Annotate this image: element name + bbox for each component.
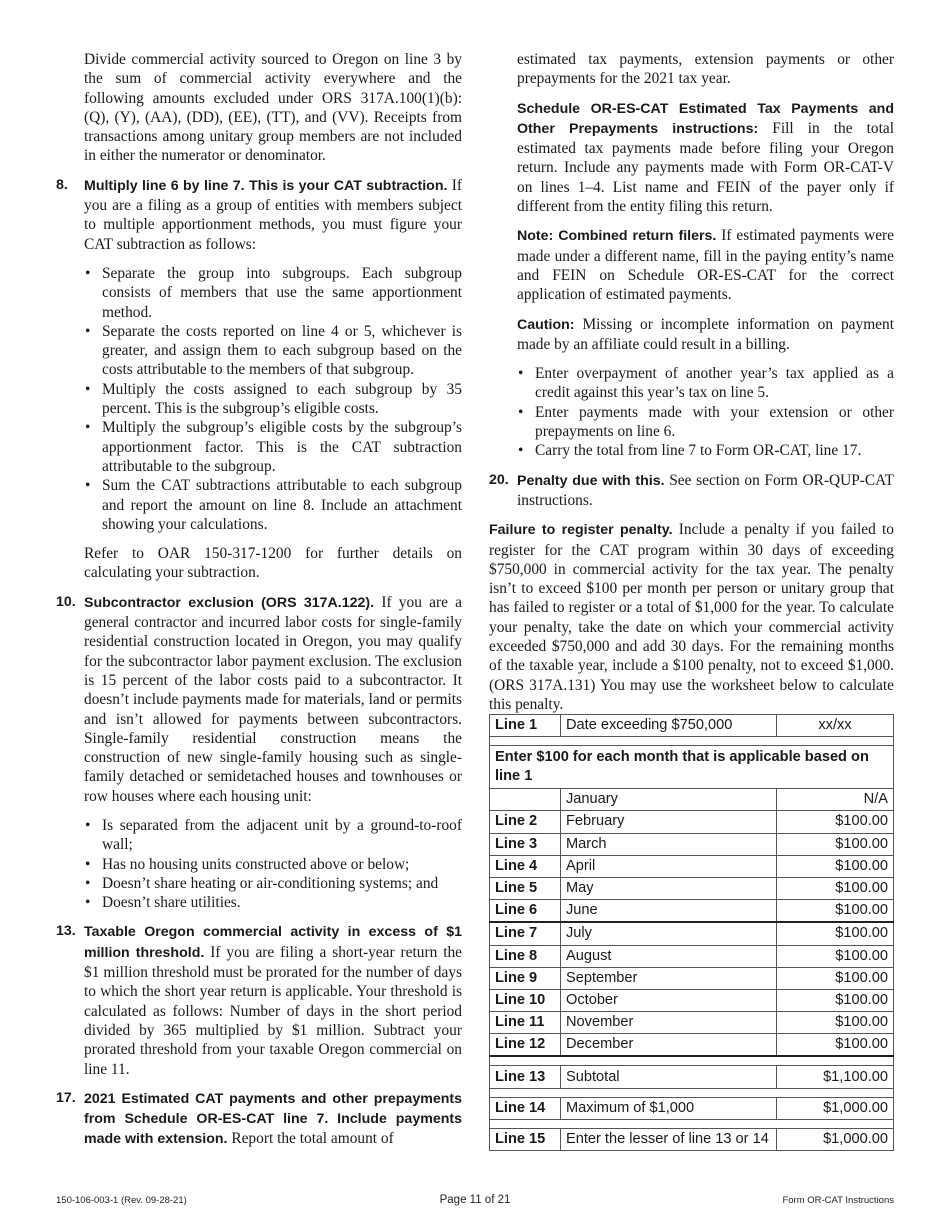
list-item: • Is separated from the adjacent unit by a ground-to-roof wall;	[102, 816, 462, 855]
payment-entry-list	[489, 364, 894, 460]
table-row	[490, 715, 894, 737]
list-item: • Sum the CAT subtractions attributable to each subgroup and report the amount on line 8. Include an attachment showing your calculations.	[102, 476, 462, 534]
line-description: Maximum of $1,000	[561, 1097, 777, 1119]
item-heading: Penalty due with this.	[517, 472, 665, 489]
line-description: May	[561, 877, 777, 899]
line-value: $100.00	[777, 877, 894, 899]
line-description: January	[561, 789, 777, 811]
item-body: If you are a general contractor and incurred labor costs for single-family residential construction located in Oregon, you may qualify for the subcontractor labor payment exclusion. The exclusion is 15 percent of the labor costs paid to a subcontractor. It doesn’t include payments made for materials, land or permits and isn’t allowed for payments between subcontractors. Single-family residential construction means the construction of new single-family housing such as single-family detached or semidetached houses and townhouses or row houses where each housing unit:	[84, 593, 462, 805]
right-column	[489, 50, 894, 714]
line-description: October	[561, 989, 777, 1011]
caution-note	[489, 315, 894, 355]
schedule-heading: Schedule OR-ES-CAT Estimated Tax Payments and Other Prepayments instructions:	[517, 100, 894, 137]
item-body: If you are filing a short-year return the $1 million threshold must be prorated for the number of days to which the short year return is applicable. Your threshold is calculated as follows: Number of days in the short period divided by 365 multiplied by $1 million. Subtract your prorated threshold from your taxable Oregon commercial on line 11.	[84, 943, 463, 1078]
line-description: July	[561, 922, 777, 945]
line-description: June	[561, 900, 777, 923]
item-number: 17.	[56, 1089, 76, 1106]
line-label: Line 11	[490, 1012, 561, 1034]
table-row	[490, 945, 894, 967]
line-value: N/A	[777, 789, 894, 811]
line-label: Line 13	[490, 1066, 561, 1088]
note-heading: Note: Combined return filers.	[517, 228, 717, 245]
line-description: September	[561, 967, 777, 989]
caution-heading: Caution:	[517, 316, 575, 333]
list-item: • Enter overpayment of another year’s tax applied as a credit against this year’s tax on line 5.	[535, 364, 894, 403]
table-row	[490, 1097, 894, 1119]
line-value: $100.00	[777, 1012, 894, 1034]
line-value: xx/xx	[777, 715, 894, 737]
failure-heading: Failure to register penalty.	[489, 522, 673, 539]
item-13	[56, 922, 462, 1078]
line-value: $100.00	[777, 855, 894, 877]
spacer-row	[490, 1088, 894, 1097]
line-description: March	[561, 833, 777, 855]
list-item: • Doesn’t share utilities.	[102, 893, 462, 912]
item-body: See section on Form OR-QUP-CAT instructions.	[517, 471, 894, 509]
item-number: 10.	[56, 593, 76, 610]
caution-body: Missing or incomplete information on payment made by an affiliate could result in a billing.	[517, 315, 894, 353]
list-item: • Has no housing units constructed above or below;	[102, 855, 462, 874]
spacer-row	[490, 737, 894, 746]
table-row	[490, 1066, 894, 1088]
item-number: 8.	[56, 176, 68, 193]
oar-reference-note: Refer to OAR 150-317-1200 for further details on calculating your subtraction.	[84, 545, 462, 582]
form-number: 150-106-003-1 (Rev. 09-28-21)	[56, 1195, 187, 1206]
line-value: $100.00	[777, 989, 894, 1011]
schedule-instructions	[489, 99, 894, 217]
line-value: $1,000.00	[777, 1097, 894, 1119]
list-item: • Separate the costs reported on line 4 or 5, whichever is greater, and assign them to each subgroup based on the costs attributable to the members of that subgroup.	[102, 322, 462, 380]
line-value: $100.00	[777, 833, 894, 855]
line-label: Line 9	[490, 967, 561, 989]
line-label: Line 1	[490, 715, 561, 737]
line-description: February	[561, 811, 777, 833]
left-column	[56, 50, 462, 1150]
list-item: • Separate the group into subgroups. Each subgroup consists of members that use the same apportionment method.	[102, 264, 462, 322]
line-description: April	[561, 855, 777, 877]
table-row	[490, 900, 894, 923]
schedule-body: Fill in the total estimated tax payments made before filing your Oregon return. Include any payments made with Form OR-CAT-V on lines 1–4. List name and FEIN of the payer only if different from the entity filing this return.	[517, 119, 894, 216]
line-value: $1,100.00	[777, 1066, 894, 1088]
line-label: Line 10	[490, 989, 561, 1011]
line-description: Subtotal	[561, 1066, 777, 1088]
item-20	[489, 471, 894, 511]
line-label: Line 8	[490, 945, 561, 967]
item-17	[56, 1089, 462, 1150]
line-value: $100.00	[777, 945, 894, 967]
line-value: $100.00	[777, 900, 894, 923]
item-heading: Taxable Oregon commercial activity in excess of $1 million threshold.	[84, 924, 462, 961]
item-10	[56, 593, 462, 806]
table-row	[490, 989, 894, 1011]
line-label: Line 4	[490, 855, 561, 877]
item-8	[56, 176, 462, 254]
line-value: $1,000.00	[777, 1128, 894, 1150]
item-heading: Multiply line 6 by line 7. This is your CAT subtraction.	[84, 177, 448, 194]
line-label: Line 5	[490, 877, 561, 899]
table-row	[490, 967, 894, 989]
line-value: $100.00	[777, 811, 894, 833]
worksheet-instruction: Enter $100 for each month that is applicable based on line 1	[490, 746, 894, 789]
line-label: Line 14	[490, 1097, 561, 1119]
list-item: • Multiply the subgroup’s eligible costs by the subgroup’s apportionment factor. This is the CAT subtraction attributable to the subgroup.	[102, 418, 462, 476]
list-item: • Multiply the costs assigned to each subgroup by 35 percent. This is the subgroup’s eligible costs.	[102, 380, 462, 419]
line-label	[490, 789, 561, 811]
table-row	[490, 855, 894, 877]
document-title: Form OR-CAT Instructions	[782, 1195, 894, 1206]
line-description: August	[561, 945, 777, 967]
failure-body: Include a penalty if you failed to register for the CAT program within 30 days of exceeding $750,000 in commercial activity for the tax year. The penalty isn’t to exceed $100 per month per person or unitary group that has failed to register or a total of $1,000 for the year. To calculate your penalty, take the date on which your commercial activity exceeded $750,000 and add 30 days. For the remaining months of the taxable year, include a $100 penalty, not to exceed $1,000. (ORS 317A.131) You may use the worksheet below to calculate this penalty.	[489, 521, 894, 713]
item-body: If you are a filing as a group of entities with members subject to multiple apportionment methods, you must figure your CAT subtraction as follows:	[84, 176, 462, 253]
line-value: $100.00	[777, 922, 894, 945]
line-description: Date exceeding $750,000	[561, 715, 777, 737]
table-row	[490, 1012, 894, 1034]
item-heading: Subcontractor exclusion (ORS 317A.122).	[84, 594, 375, 611]
failure-to-register-paragraph	[489, 520, 894, 714]
note-body: If estimated payments were made under a different name, fill in the paying entity’s name and FEIN on Schedule OR-ES-CAT for the correct application of estimated payments.	[517, 227, 894, 304]
list-item: • Enter payments made with your extension or other prepayments on line 6.	[535, 403, 894, 442]
spacer-row	[490, 1056, 894, 1066]
table-row	[490, 877, 894, 899]
table-row	[490, 1128, 894, 1150]
table-row	[490, 1034, 894, 1057]
item-17-continuation: estimated tax payments, extension payments or other prepayments for the 2021 tax year.	[517, 51, 894, 88]
subgroup-steps-list	[56, 264, 462, 534]
table-row	[490, 922, 894, 945]
line-description: December	[561, 1034, 777, 1057]
table-row	[490, 833, 894, 855]
line-label: Line 7	[490, 922, 561, 945]
combined-filers-note	[489, 226, 894, 304]
line-label: Line 2	[490, 811, 561, 833]
list-item: • Doesn’t share heating or air-conditioning systems; and	[102, 874, 462, 893]
item-body: Report the total amount of	[227, 1130, 394, 1148]
item-number: 20.	[489, 471, 509, 488]
list-item: • Carry the total from line 7 to Form OR-CAT, line 17.	[535, 441, 894, 460]
line-description: November	[561, 1012, 777, 1034]
table-row	[490, 811, 894, 833]
item-heading: 2021 Estimated CAT payments and other prepayments from Schedule OR-ES-CAT line 7. Include payments made with extension.	[84, 1090, 462, 1148]
line-label: Line 12	[490, 1034, 561, 1057]
line-label: Line 3	[490, 833, 561, 855]
penalty-worksheet-table	[489, 714, 894, 1151]
line-value: $100.00	[777, 1034, 894, 1057]
housing-unit-criteria-list	[56, 816, 462, 912]
table-row	[490, 746, 894, 789]
line7-continuation-paragraph: Divide commercial activity sourced to Oregon on line 3 by the sum of commercial activity everywhere and the following amounts excluded under ORS 317A.100(1)(b): (Q), (Y), (AA), (DD), (EE), (TT), and (VV). Receipts from transactions among unitary group members are not included in either the numerator or denominator.	[84, 51, 462, 165]
line-label: Line 15	[490, 1128, 561, 1150]
item-number: 13.	[56, 923, 76, 940]
line-label: Line 6	[490, 900, 561, 923]
table-row	[490, 789, 894, 811]
line-description: Enter the lesser of line 13 or 14	[561, 1128, 777, 1150]
line-value: $100.00	[777, 967, 894, 989]
spacer-row	[490, 1119, 894, 1128]
page-number: Page 11 of 21	[439, 1194, 511, 1206]
